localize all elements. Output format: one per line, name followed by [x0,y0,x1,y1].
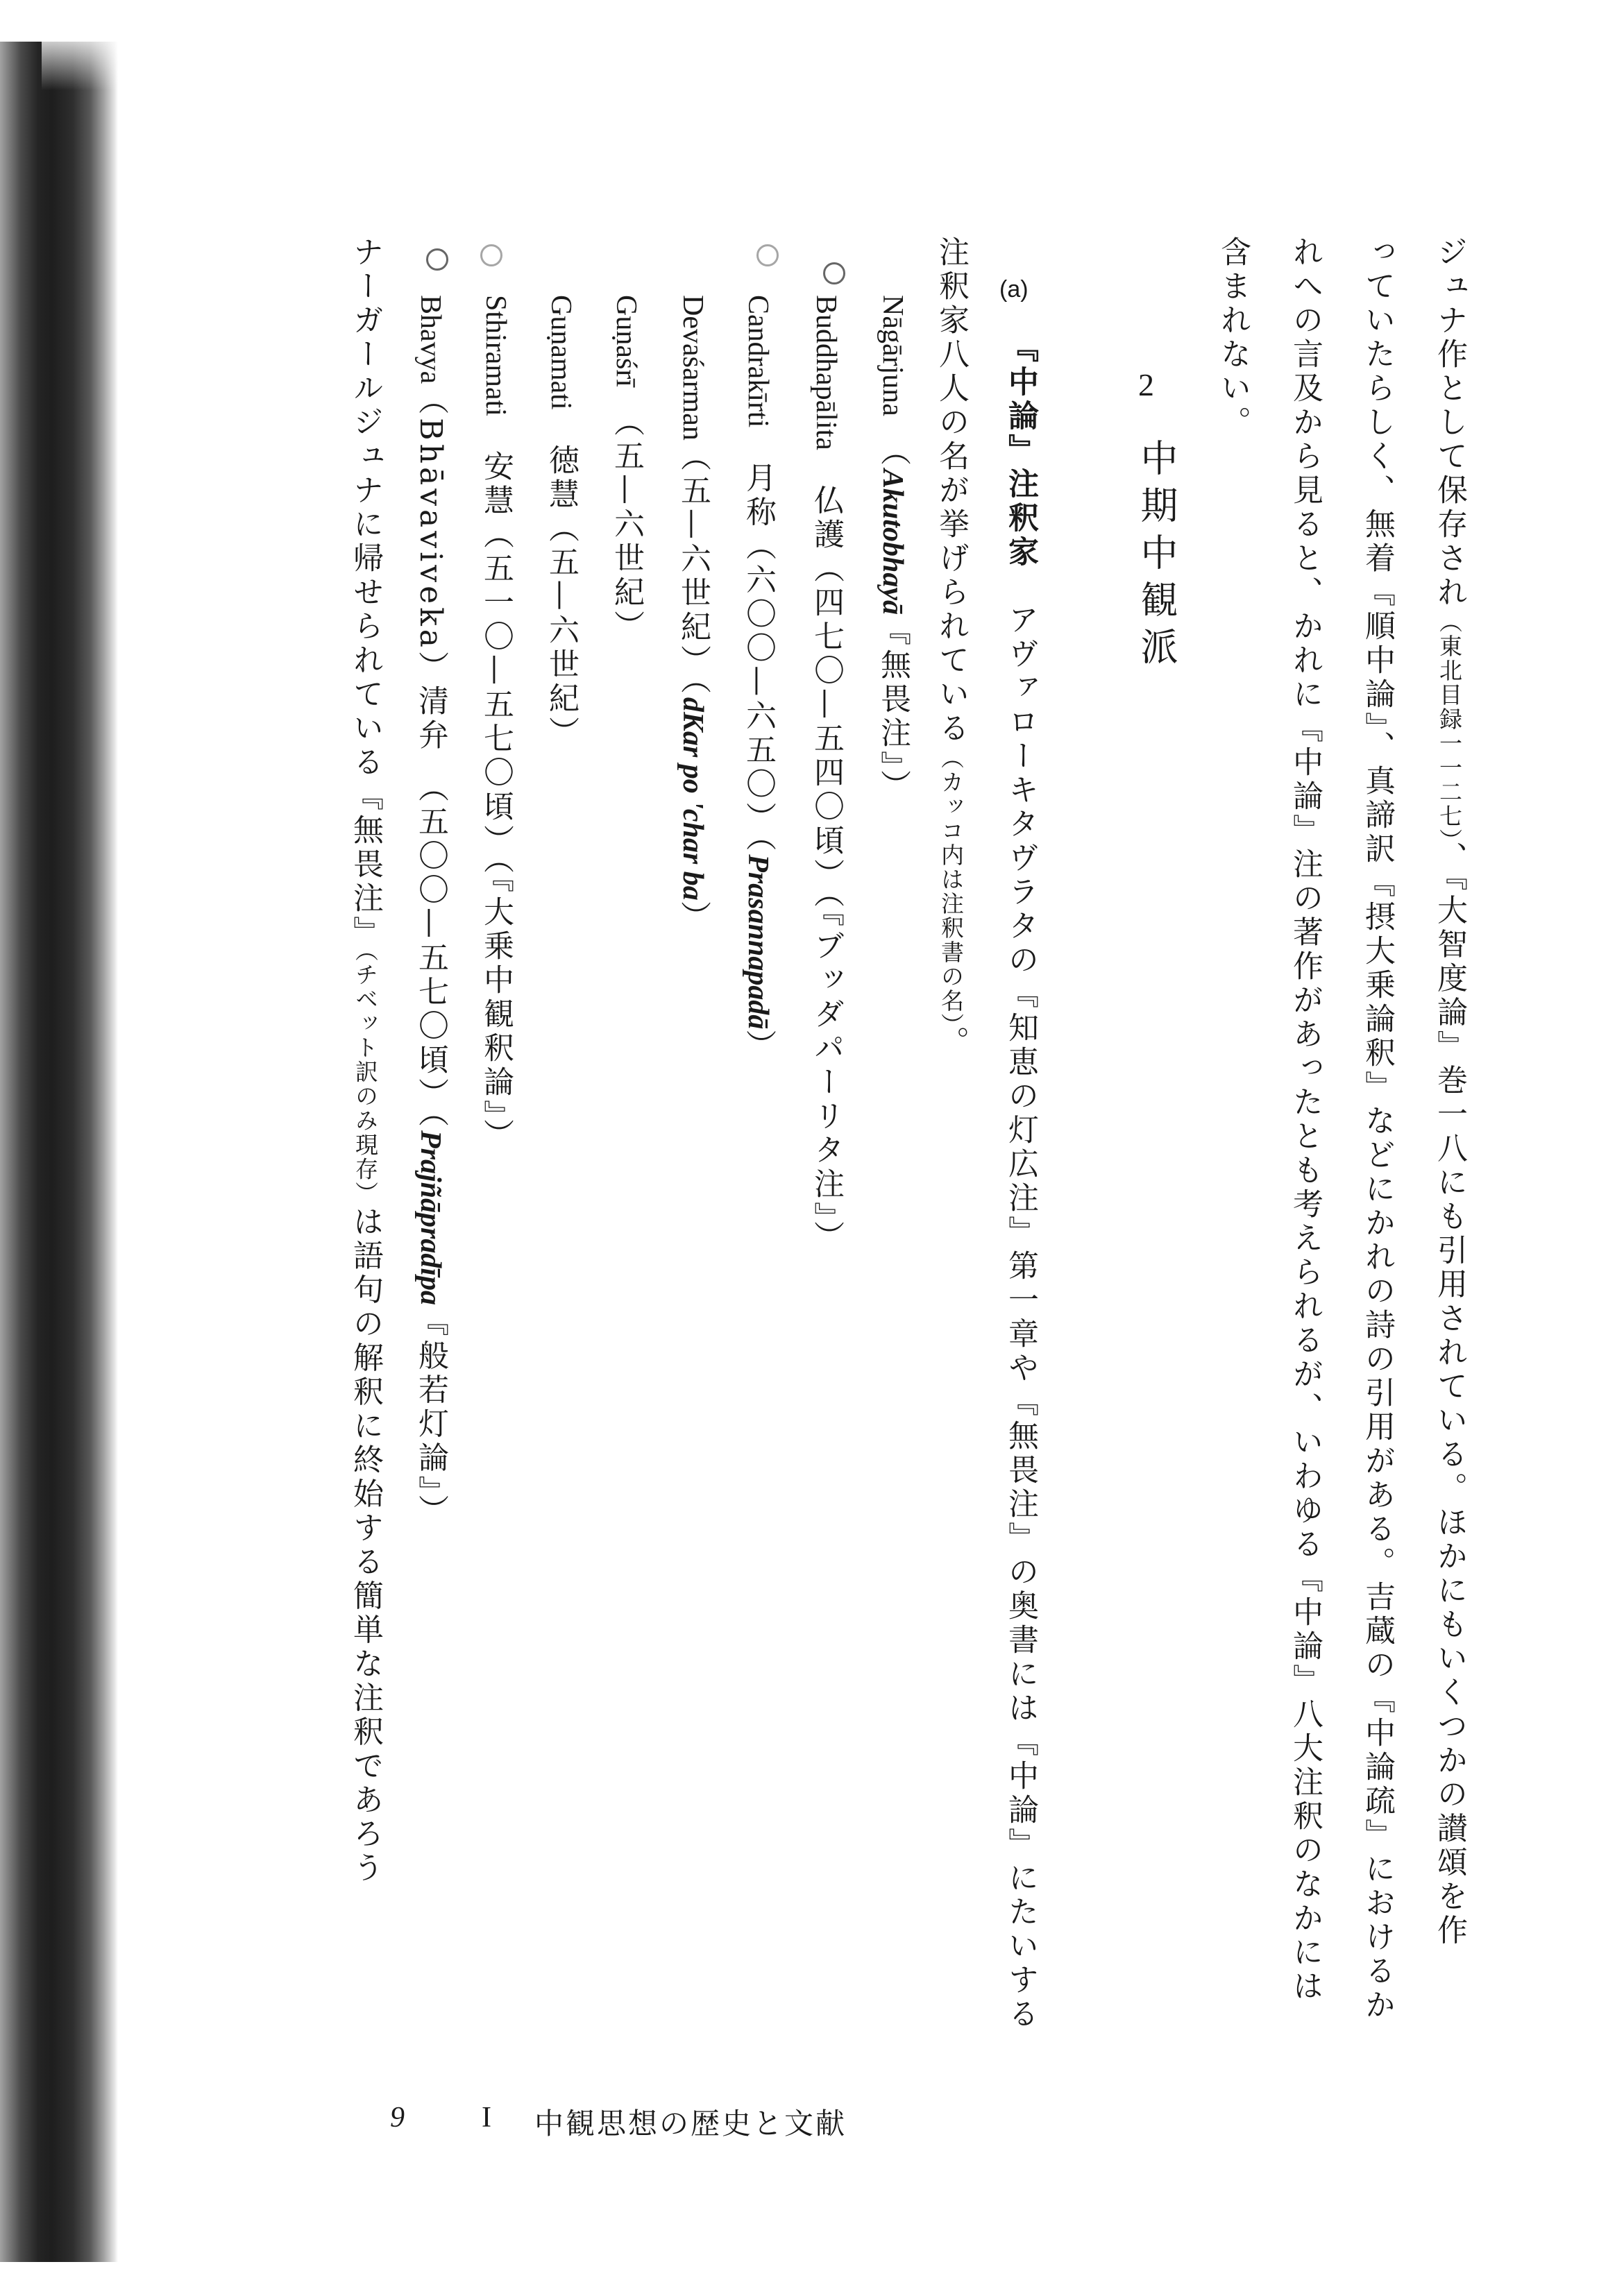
margin-mark [823,262,845,284]
list-item [415,295,446,1528]
margin-mark [426,248,448,271]
commentator-name: Sthiramati [480,295,511,416]
subsection-mark: (a) [999,276,1029,303]
binding-shadow [0,42,118,2262]
text-run: 注釈家八人の名が挙げられている [933,236,969,746]
subsection-title: 『中論』注釈家 [1003,332,1038,570]
text-column-4: 含まれない。 [1215,236,1251,440]
text-run: 『般若灯論』） [413,1305,448,1529]
text-column-3: れへの言及から見ると、かれに『中論』注の著作があったとも考えられるが、いわゆる『中論』八大注釈のなかには [1287,236,1323,2004]
text-run: （ [875,416,911,469]
text-run: 月称（六〇〇—六五〇）（ [741,427,776,855]
part-number: I [482,2102,491,2134]
parenthetical-note: （チベット訳のみ現存） [352,950,379,1206]
text-run: 安慧（五一〇—五七〇頃）（『大乗中観釈論』） [478,416,514,1153]
text-run: （五—六世紀）（ [675,440,711,697]
section-number: 2 [1138,367,1154,402]
subsection-intro-column-2 [933,236,969,1060]
commentator-name: Buddhapālita [810,295,842,450]
list-item [675,295,711,935]
text-run: ） [675,900,711,935]
text-run: は語句の解釈に終始する簡単な注釈であろう [348,1205,383,1886]
text-column-last [348,236,383,1886]
work-title-latin: Akutobhayā [877,468,908,615]
list-item [809,295,844,1255]
parenthetical-note: （カッコ内は注釈書の名） [938,746,965,1026]
list-item [478,295,514,1153]
text-run: アヴァローキタヴラタの『知恵の灯広注』第一章や『無畏注』の奥書には『中論』にたいする [1003,604,1038,2032]
commentator-name: Candrakīrti [742,295,774,428]
catalog-note: （東北目録一一二七） [1436,610,1463,842]
text-run: 。 [933,1026,969,1060]
text-run: 『無畏注』） [875,614,911,803]
list-item [875,295,911,803]
running-title: 中観思想の歴史と文献 [534,2107,847,2141]
text-run: 、『大智度論』巻一八にも引用されている。ほかにもいくつかの讃頌を作 [1432,841,1467,1948]
text-run: 仏護（四七〇—五四〇頃）（『ブッダパーリタ注』） [809,450,844,1255]
text-run: 徳慧（五—六世紀） [543,409,579,750]
text-run: （Bhāvaviveka）清弁 （五〇〇—五七〇頃）（ [413,384,448,1131]
list-item [609,295,644,644]
text-column-2: っていたらしく、無着『順中論』、真諦訳『摂大乗論釈』などにかれの詩の引用がある。吉蔵の『中論疏』におけるか [1360,236,1395,2023]
list-item [543,295,579,750]
subsection-intro-column [1003,332,1038,2032]
text-column-1 [1432,236,1467,1948]
commentator-name: Guṇamati [545,295,577,410]
margin-mark [480,244,502,266]
commentator-name: Devaśarman [677,295,709,441]
section-title: 中期中観派 [1135,439,1178,674]
text-run: （五—六世紀） [609,386,644,644]
work-title-latin: Prasannapadā [742,854,774,1030]
margin-mark [756,244,779,266]
text-run: ジュナ作として保存され [1432,236,1467,610]
commentator-name: Bhavya [414,295,446,384]
text-run: ） [741,1029,776,1064]
text-run: ナーガールジュナに帰せられている『無畏注』 [348,236,383,950]
page-number: 9 [390,2102,405,2134]
commentator-name: Nāgārjuna [877,295,908,416]
list-item [741,295,776,1064]
work-title-latin: Prajñāpradīpa [414,1130,446,1306]
commentator-name: Guṇaśrī [610,295,642,387]
work-title-latin: dKar po 'char ba [677,697,709,901]
binding-fade [42,28,118,90]
